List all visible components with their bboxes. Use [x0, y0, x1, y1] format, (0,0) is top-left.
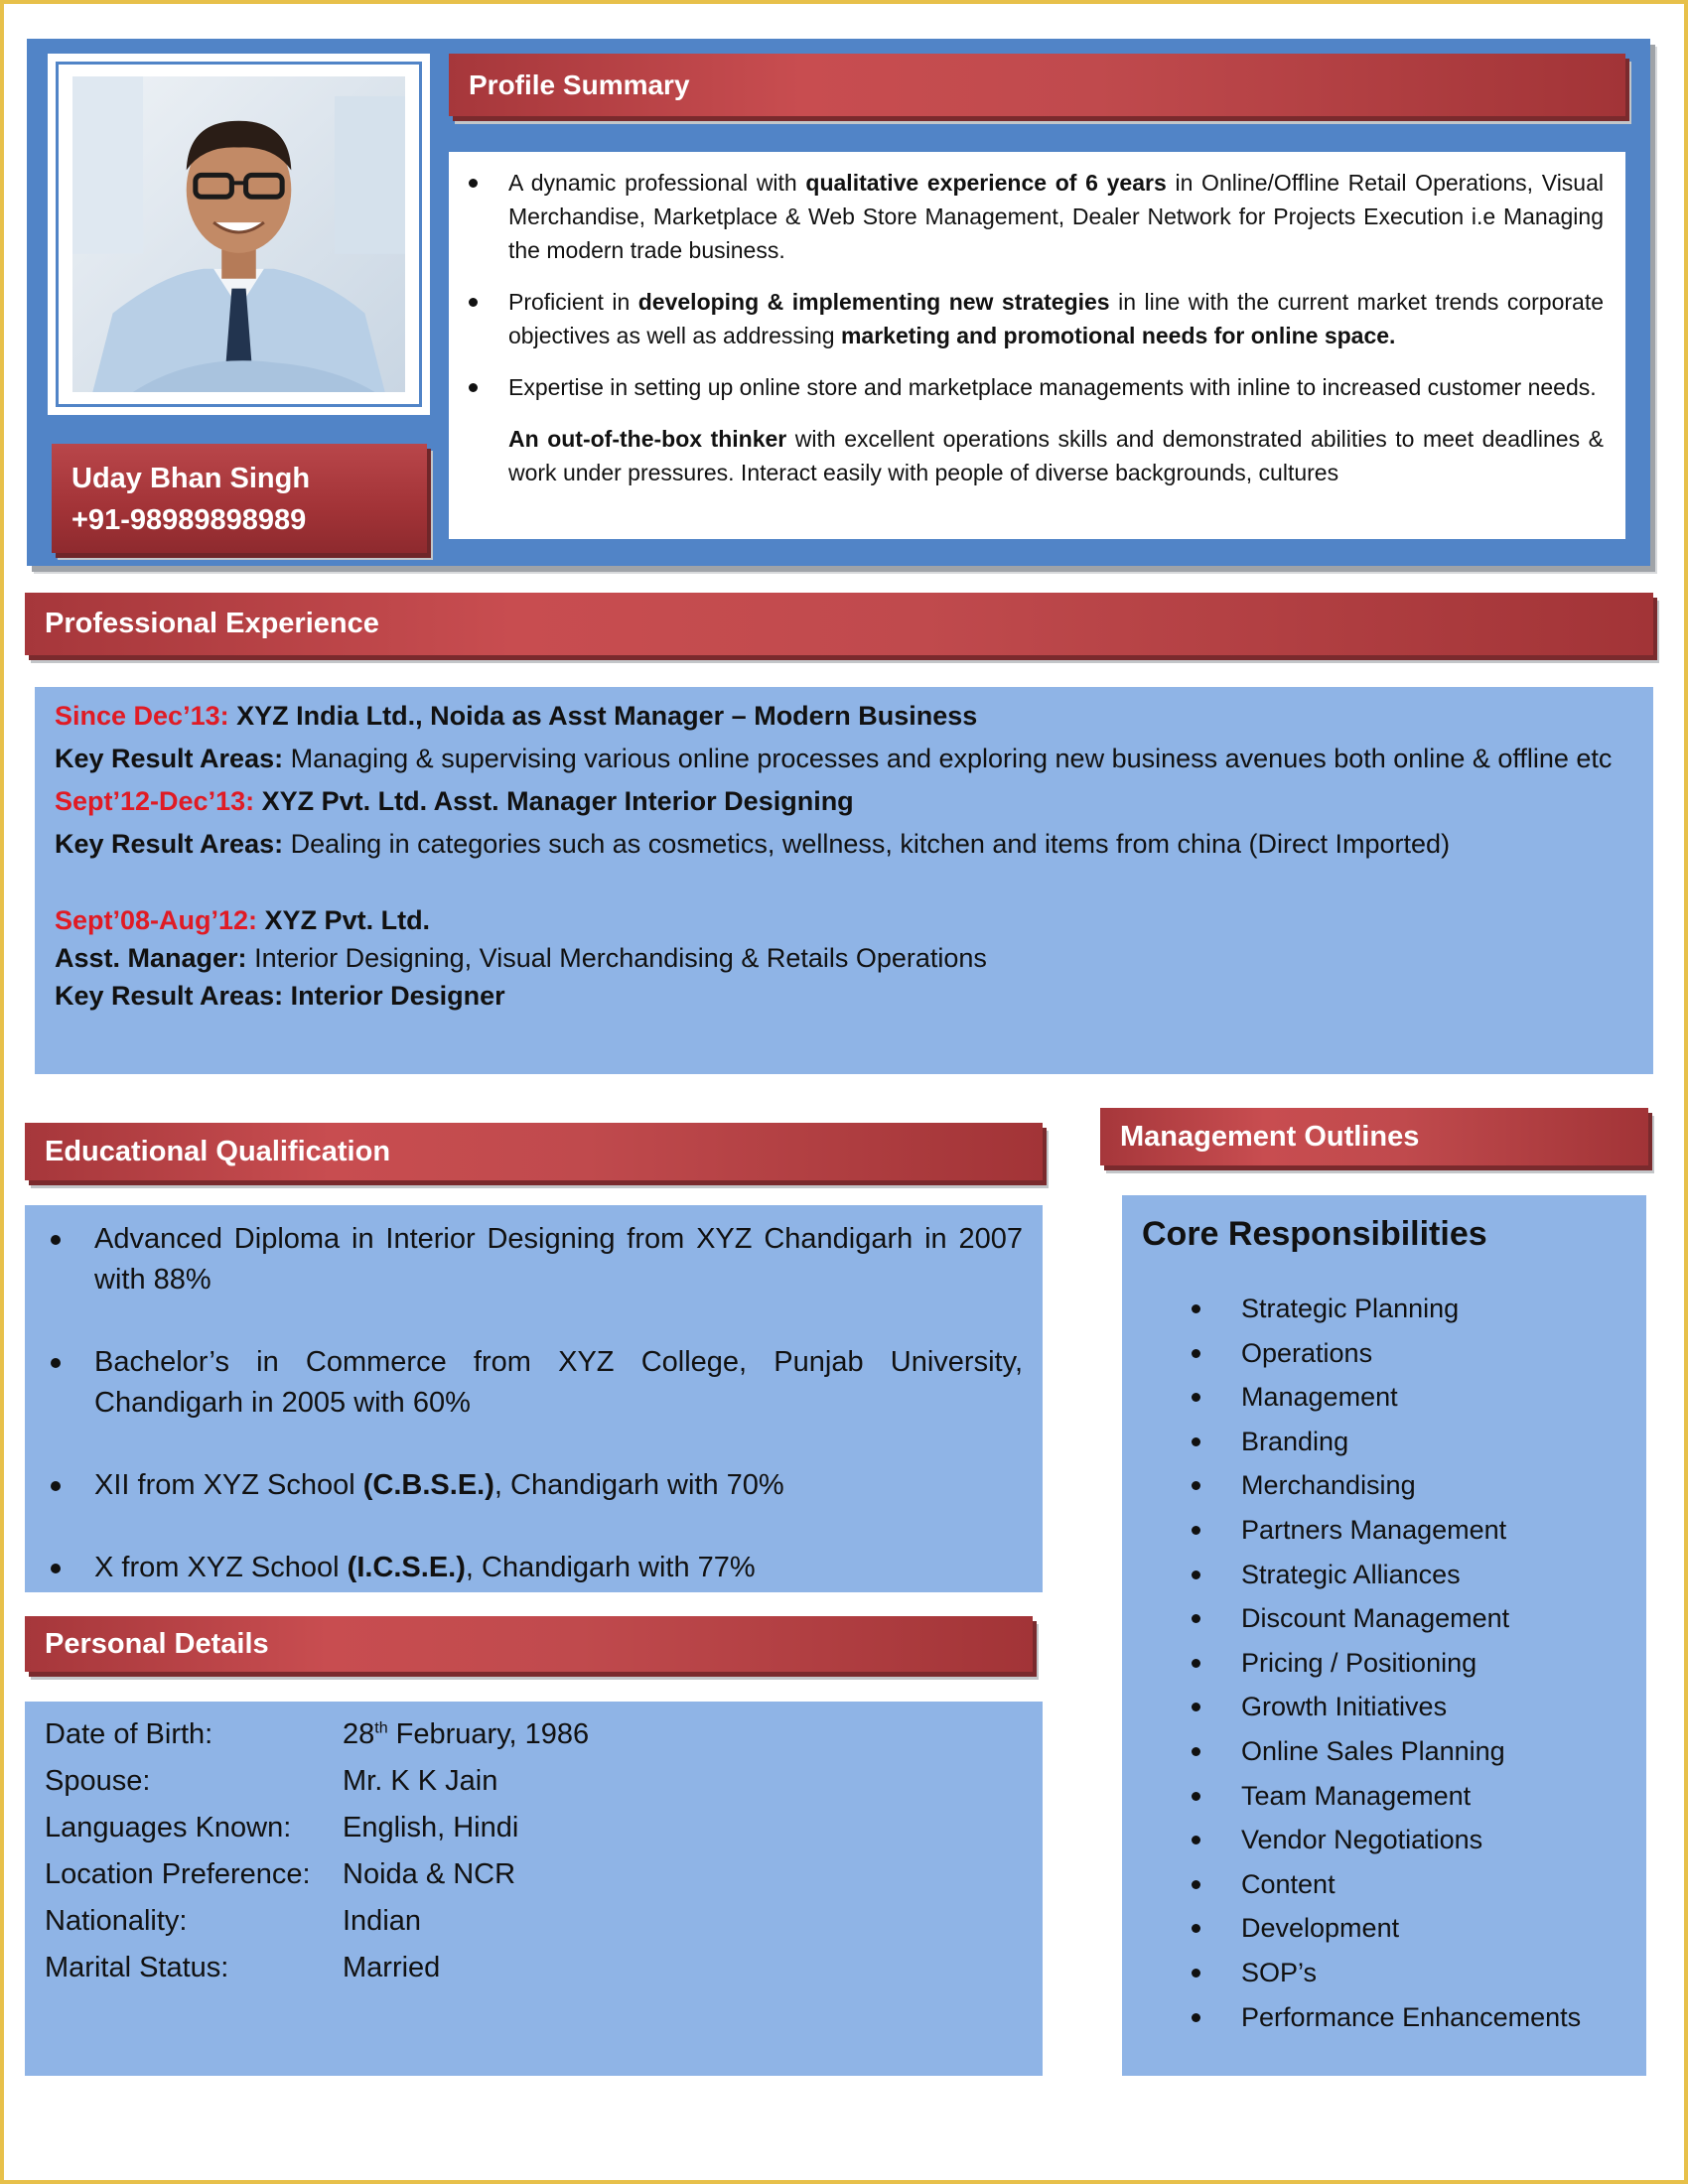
- personal-value: 28th February, 1986: [343, 1718, 590, 1750]
- experience-entry-title: [55, 780, 1633, 823]
- text-segment: , Chandigarh with 70%: [493, 1469, 784, 1501]
- responsibility-item: [1142, 1818, 1626, 1862]
- bullet-icon: [1192, 1349, 1200, 1358]
- bullet-icon: [1192, 1703, 1200, 1711]
- bullet-icon: [1192, 1437, 1200, 1446]
- management-heading: Management Outlines: [1100, 1108, 1648, 1165]
- responsibility-label: Team Management: [1241, 1780, 1472, 1811]
- responsibility-item: [1142, 1729, 1626, 1774]
- text-segment: , Chandigarh with 77%: [465, 1552, 756, 1583]
- bullet-icon: [469, 383, 478, 392]
- responsibility-label: Performance Enhancements: [1241, 2001, 1582, 2032]
- responsibility-item: [1142, 1463, 1626, 1508]
- text-segment: Proficient in: [508, 289, 638, 315]
- responsibility-label: Management: [1241, 1382, 1398, 1413]
- core-responsibilities-title: Core Responsibilities: [1142, 1215, 1487, 1253]
- bullet-icon: [51, 1481, 61, 1491]
- text-segment: developing & implementing new strategies: [637, 289, 1110, 315]
- experience-entry-detail: [55, 738, 1633, 780]
- experience-entry-detail: [55, 823, 1633, 866]
- experience-period: Sept’12-Dec’13:: [55, 786, 255, 816]
- responsibility-item: [1142, 1375, 1626, 1420]
- experience-label: Key Result Areas:: [55, 744, 284, 773]
- text-segment: with excellent operations skills and demonstrated abilities to meet deadlines & work under pressures. Interact easily with people of diverse backgrounds, cultures: [508, 426, 1604, 485]
- personal-row-dob: [45, 1711, 1023, 1758]
- responsibility-item: [1142, 1331, 1626, 1376]
- text-segment: marketing and promotional needs for online space.: [840, 323, 1396, 348]
- summary-item: [469, 370, 1604, 404]
- experience-text: Interior Designing, Visual Merchandising & Retails Operations: [246, 943, 987, 973]
- personal-value: Noida & NCR: [343, 1858, 516, 1890]
- text-segment: A dynamic professional with: [508, 170, 806, 196]
- personal-label: Marital Status:: [45, 1952, 229, 1983]
- experience-text: Managing & supervising various online processes and exploring new business avenues both online & offline etc: [283, 744, 1613, 773]
- text-segment: X from XYZ School: [94, 1552, 348, 1583]
- text-segment: Bachelor’s in Commerce from XYZ College, Punjab University, Chandigarh in 2005 with 60%: [94, 1346, 1023, 1419]
- education-box: [25, 1205, 1043, 1592]
- responsibility-item: [1142, 1862, 1626, 1907]
- education-list: [45, 1219, 1023, 1588]
- bullet-icon: [469, 298, 478, 307]
- experience-entry-detail: [55, 977, 1633, 1015]
- responsibility-label: Discount Management: [1241, 1603, 1510, 1634]
- responsibility-label: Content: [1241, 1868, 1336, 1899]
- responsibility-item: [1142, 1951, 1626, 1995]
- experience-company: XYZ Pvt. Ltd. Asst. Manager Interior Designing: [254, 786, 854, 816]
- personal-label: Location Preference:: [45, 1858, 311, 1890]
- profile-summary-heading: Profile Summary: [449, 54, 1625, 116]
- personal-value: Indian: [343, 1905, 422, 1937]
- personal-label: Date of Birth:: [45, 1718, 213, 1750]
- experience-entry-title: [55, 695, 1633, 738]
- responsibility-label: Operations: [1241, 1337, 1373, 1368]
- experience-list: [55, 695, 1633, 1015]
- responsibility-item: [1142, 1553, 1626, 1597]
- person-photo-icon: [72, 76, 405, 392]
- bullet-icon: [1192, 1880, 1200, 1889]
- experience-period: Sept’08-Aug’12:: [55, 905, 258, 935]
- responsibility-item: [1142, 1508, 1626, 1553]
- personal-label: Languages Known:: [45, 1812, 292, 1843]
- bullet-icon: [1192, 1526, 1200, 1535]
- experience-entry-title: [55, 901, 1633, 939]
- bullet-icon: [1192, 1304, 1200, 1313]
- summary-list: [469, 166, 1604, 404]
- experience-company: XYZ India Ltd., Noida as Asst Manager – Modern Business: [228, 701, 978, 731]
- responsibility-item: [1142, 1685, 1626, 1729]
- bullet-icon: [1192, 2013, 1200, 2022]
- responsibility-item: [1142, 1420, 1626, 1464]
- summary-closing-paragraph: [469, 422, 1604, 489]
- education-item: [45, 1548, 1023, 1588]
- text-segment: (I.C.S.E.): [347, 1552, 466, 1583]
- personal-row: [45, 1758, 1023, 1805]
- summary-item: [469, 166, 1604, 267]
- responsibility-item: [1142, 1596, 1626, 1641]
- education-item: [45, 1219, 1023, 1300]
- experience-text: Dealing in categories such as cosmetics, wellness, kitchen and items from china (Direct Imported): [283, 829, 1451, 859]
- name-contact-box: [52, 444, 427, 553]
- text-segment: in Online/Offline Retail Operations, Visual Merchandise, Marketplace & Web Store Management, Dealer Network for Projects Execution i.e Managing the modern trade business.: [508, 170, 1604, 263]
- personal-details-heading: Personal Details: [25, 1616, 1033, 1672]
- text-segment: XII from XYZ School: [94, 1469, 363, 1501]
- bullet-icon: [1192, 1747, 1200, 1756]
- bullet-icon: [1192, 1836, 1200, 1844]
- candidate-phone: +91-98989898989: [71, 504, 307, 536]
- bullet-icon: [1192, 1969, 1200, 1978]
- education-heading: Educational Qualification: [25, 1123, 1043, 1180]
- experience-label: Key Result Areas: Interior Designer: [55, 981, 505, 1011]
- text-segment: An out-of-the-box thinker: [508, 426, 787, 452]
- personal-value: Mr. K K Jain: [343, 1765, 498, 1797]
- profile-photo-frame: [48, 54, 430, 415]
- profile-summary-box: [449, 152, 1625, 539]
- text-segment: Expertise in setting up online store and marketplace managements with inline to increased customer needs.: [508, 374, 1597, 400]
- experience-period: Since Dec’13:: [55, 701, 229, 731]
- bullet-icon: [51, 1358, 61, 1368]
- bullet-icon: [1192, 1792, 1200, 1801]
- responsibility-item: [1142, 1287, 1626, 1331]
- summary-item: [469, 285, 1604, 352]
- experience-box: [35, 687, 1653, 1074]
- experience-company: XYZ Pvt. Ltd.: [257, 905, 431, 935]
- responsibility-list: [1142, 1287, 1626, 2039]
- responsibility-label: Strategic Planning: [1241, 1294, 1460, 1323]
- bullet-icon: [1192, 1924, 1200, 1933]
- bullet-icon: [1192, 1393, 1200, 1402]
- responsibility-item: [1142, 1641, 1626, 1686]
- personal-row: [45, 1805, 1023, 1851]
- personal-details-box: [25, 1702, 1043, 2076]
- personal-row: [45, 1898, 1023, 1945]
- personal-value: English, Hindi: [343, 1812, 519, 1843]
- responsibility-label: Pricing / Positioning: [1241, 1647, 1477, 1678]
- personal-row: [45, 1945, 1023, 1991]
- management-box: [1122, 1195, 1646, 2076]
- text-segment: (C.B.S.E.): [362, 1469, 494, 1501]
- education-item: [45, 1342, 1023, 1424]
- responsibility-label: Growth Initiatives: [1241, 1692, 1448, 1722]
- personal-row: [45, 1851, 1023, 1898]
- experience-entry-detail: [55, 939, 1633, 977]
- responsibility-label: Merchandising: [1241, 1470, 1416, 1501]
- bullet-icon: [469, 179, 478, 188]
- personal-label: Nationality:: [45, 1905, 188, 1937]
- bullet-icon: [1192, 1614, 1200, 1623]
- personal-value: Married: [343, 1952, 441, 1983]
- responsibility-item: [1142, 1906, 1626, 1951]
- text-segment: qualitative experience of 6 years: [805, 170, 1167, 196]
- candidate-name: Uday Bhan Singh: [71, 463, 311, 494]
- experience-heading: Professional Experience: [25, 593, 1653, 655]
- bullet-icon: [1192, 1481, 1200, 1490]
- responsibility-item: [1142, 1774, 1626, 1819]
- responsibility-label: Vendor Negotiations: [1241, 1825, 1483, 1855]
- text-segment: in line with the current market trends corporate objectives as well as addressing: [508, 289, 1605, 348]
- personal-label: Spouse:: [45, 1765, 151, 1797]
- bullet-icon: [51, 1564, 61, 1573]
- responsibility-label: Partners Management: [1241, 1514, 1507, 1545]
- bullet-icon: [1192, 1570, 1200, 1579]
- bullet-icon: [51, 1235, 61, 1245]
- education-item: [45, 1465, 1023, 1506]
- responsibility-label: Branding: [1241, 1426, 1349, 1456]
- responsibility-label: Development: [1241, 1913, 1400, 1944]
- experience-label: Asst. Manager:: [55, 943, 247, 973]
- responsibility-label: Strategic Alliances: [1241, 1559, 1461, 1589]
- bullet-icon: [1192, 1659, 1200, 1668]
- experience-label: Key Result Areas:: [55, 829, 284, 859]
- responsibility-label: Online Sales Planning: [1241, 1735, 1505, 1766]
- text-segment: Advanced Diploma in Interior Designing from XYZ Chandigarh in 2007 with 88%: [94, 1223, 1023, 1296]
- responsibility-label: SOP’s: [1241, 1957, 1318, 1987]
- responsibility-item: [1142, 1995, 1626, 2040]
